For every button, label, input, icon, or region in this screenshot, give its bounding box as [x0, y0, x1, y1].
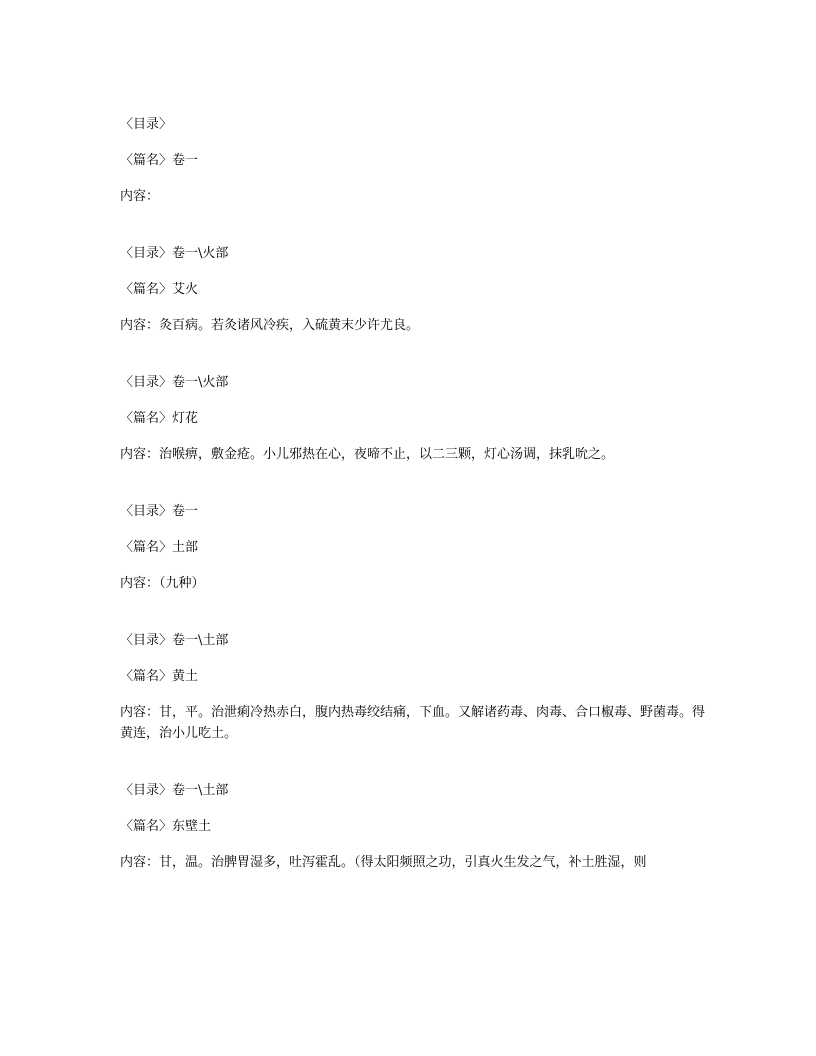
content-line: 内容：灸百病。若灸诸风冷疾，入硫黄末少许尤良。: [120, 318, 420, 333]
content-line: 内容：: [120, 189, 160, 204]
entry: [120, 630, 710, 744]
content-line: 内容：治喉痹，敷金疮。小儿邪热在心，夜啼不止，以二三颗，灯心汤调，抹乳吮之。: [120, 447, 615, 462]
document-body: [120, 114, 710, 909]
title-line: 〈篇名〉黄土: [120, 669, 199, 684]
title-line: 〈篇名〉艾火: [120, 282, 199, 297]
title-line: 〈篇名〉卷一: [120, 153, 199, 168]
title-line: 〈篇名〉东壁土: [120, 819, 212, 834]
catalog-line: 〈目录〉卷一\火部: [120, 246, 229, 261]
catalog-line: 〈目录〉卷一\土部: [120, 633, 229, 648]
entry: [120, 114, 710, 207]
entry: [120, 780, 710, 873]
catalog-line: 〈目录〉卷一: [120, 504, 199, 519]
catalog-line: 〈目录〉卷一\火部: [120, 375, 229, 390]
content-line: 内容：甘，温。治脾胃湿多，吐泻霍乱。（得太阳频照之功，引真火生发之气，补土胜湿，则: [120, 855, 647, 870]
content-line: 内容：（九种）: [120, 576, 205, 591]
catalog-line: 〈目录〉卷一\土部: [120, 783, 229, 798]
title-line: 〈篇名〉土部: [120, 540, 199, 555]
entry: [120, 372, 710, 465]
catalog-line: 〈目录〉: [120, 117, 173, 132]
entry: [120, 501, 710, 594]
entry: [120, 243, 710, 336]
content-line: 内容：甘，平。治泄痢冷热赤白，腹内热毒绞结痛，下血。又解诸药毒、肉毒、合口椒毒、野菌毒。得黄连，治小儿吃土。: [120, 705, 706, 741]
title-line: 〈篇名〉灯花: [120, 411, 199, 426]
